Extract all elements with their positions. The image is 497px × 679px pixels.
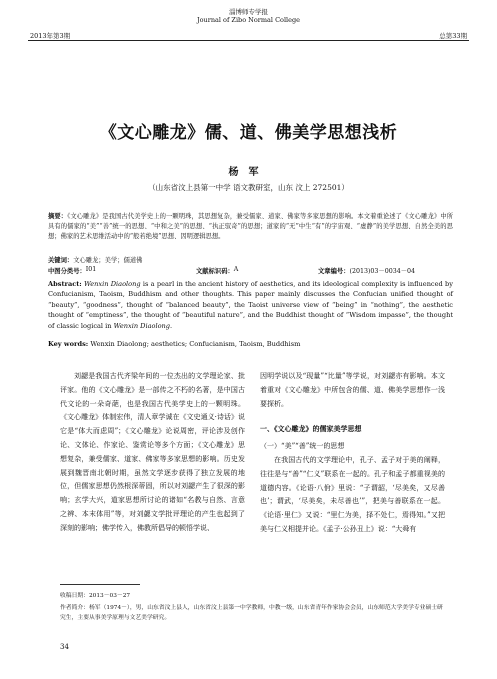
keywords-en-label: Key words: [48,340,89,348]
body-paragraph: 在我国古代的文学理论中，孔子、孟子对于美的阐释，往往是与“善”“仁义”联系在一起的。孔子和孟子都重视美的道德内容。《论语·八佾》里说：“子谓韶，‘尽美矣，又尽善也’；谓武，‘尽美矣，未尽善也’”，把美与善联系在一起。《论语·里仁》又说：“里仁为美，择不处仁，焉得知。”又把美与仁义相提并论。《孟子·公孙丑上》说：“大舜有 [260,455,445,533]
doc-code-label: 文献标识码： [196,268,234,275]
body-left-column [60,370,245,536]
volume-label: 总第33期 [439,32,467,40]
author-affiliation: （山东省汶上县第一中学 语文教研室，山东 汶上 272501） [148,183,349,192]
abstract-cn-label: 摘要： [48,213,68,220]
abstract-en-title-ref: Wenxin Diaolong [84,280,141,288]
body-paragraph: 刘勰是我国古代齐梁年间的一位杰出的文学理论家、批评家。他的《文心雕龙》是一部传之不朽的名著，是中国古代文论的一朵奇葩，也是我国古代美学史上的一颗明珠。《文心雕龙》体制宏伟，清人章学诚在《文史通义·诗话》说它是“体大而虑周”；《文心雕龙》论说周密，评论涉及创作论、文体论、作家论、鉴赏论等多个方面；《文心雕龙》思想复杂，兼受儒家、道家、佛家等多家思想的影响。历史发展到魏晋南北朝时期，虽然文学逐步获得了独立发展的地位，但儒家思想仍然根深蒂固，所以对刘勰产生了很深的影响；玄学大兴，道家思想所讨论的诸如“名教与自然、言意之辨、本末体用”等，对刘勰文学批评理论的产生也起到了深刻的影响；佛学传入，佛教所倡导的顿悟学说、 [60,372,245,532]
keywords-en [48,340,453,348]
subsection-heading: （一）“美”“善”统一的思想 [260,442,345,451]
issue-label: 2013年第3期 [30,32,71,40]
keywords-cn-text: 文心雕龙；美学；儒道佛 [73,257,143,264]
abstract-en-title-ref-2: Wenxin Diaolong [113,321,171,330]
abstract-cn-text: 《文心雕龙》是我国古代美学史上的一颗明珠，其思想复杂，兼受儒家、道家、佛家等多家思想的影响。本文着重论述了《文心雕龙》中所具有的儒家的“美”“善”统一的思想、“中和之美”的思想、“执正驭奇”的思想；道家的“无”中生“有”的宇宙观、“虚静”的美学思想、自然全美的思想；佛家的艺术思维活动中的“般若绝境”思想、因明逻辑思想。 [48,213,453,241]
keywords-cn-label: 关键词： [48,257,74,264]
clc-label: 中图分类号： [48,268,86,275]
journal-name-en: Journal of Zibo Normal College [197,16,300,24]
abstract-en-label: Abstract: [48,280,82,288]
footnote-received: 收稿日期：2013－03－27 [60,593,131,599]
keywords-en-text: Wenxin Diaolong; aesthetics; Confucianism, Taoism, Buddhism [90,340,301,348]
article-no-label: 文章编号： [318,268,350,275]
footnote-divider [60,584,140,585]
keywords-cn [48,255,142,264]
page-number: 34 [60,643,69,651]
section-heading: 一、《文心雕龙》的儒家美学思想 [260,424,362,434]
article-title: 《文心雕龙》儒、道、佛美学思想浅析 [99,123,398,143]
header-divider [28,40,469,41]
doc-code-item [196,266,239,275]
abstract-en-text: is a pearl in the ancient history of aesthetics, and its ideological complexity is influenced by Confucianism, Taoism, Buddhism and other thoughts. This paper mainly discusses the Confucian unified thought of “beauty”, “goodness”, thought of “balanced beauty”, the Taoist universe view of “being” in “nothing”, the aesthetic thought of “emptiness”, the thought of “beautiful nature”, and the Buddhist thought of “Wisdom impasse”, the thought of classic logical in [48,280,453,330]
article-no-value: (2013)03－0034－04 [349,268,416,275]
journal-name-cn: 淄博师专学报 [229,8,268,16]
author-name: 杨军 [228,167,269,178]
article-no-item [318,266,416,275]
clc-item [48,266,97,275]
body-right-column [260,370,445,537]
footnote-author-bio: 作者简介：杨军（1974－），男，山东省汶上县人，山东省汶上县第一中学教师，中教一级，山东省青年作家协会会员，山东师范大学美学专业硕士研究生，主要从事美学原理与文艺美学研究。 [60,605,443,621]
doc-code-value: A [233,266,239,273]
journal-header [0,8,497,24]
abstract-en: Abstract: Wenxin Diaolong is a pearl in the ancient history of aesthetics, and its ideological complexity is influenced by Confucianism, Taoism, Buddhism and other thoughts. This paper mainly discusses the Confucian unified thought of “beauty”, “goodness”, thought of “balanced beauty”, the Taoist universe view of “being” in “nothing”, the aesthetic thought of “emptiness”, the thought of “beautiful nature”, and the Buddhist thought of “Wisdom impasse”, the thought of classic logical in Wenxin Diaolong. [48,280,453,330]
clc-value: I01 [85,266,97,273]
abstract-cn [48,212,453,243]
body-paragraph: 因明学说以及“现量”“比量”等学说，对刘勰亦有影响。本文着重对《文心雕龙》中所包含的儒、道、佛美学思想作一浅要探析。 [260,372,445,408]
